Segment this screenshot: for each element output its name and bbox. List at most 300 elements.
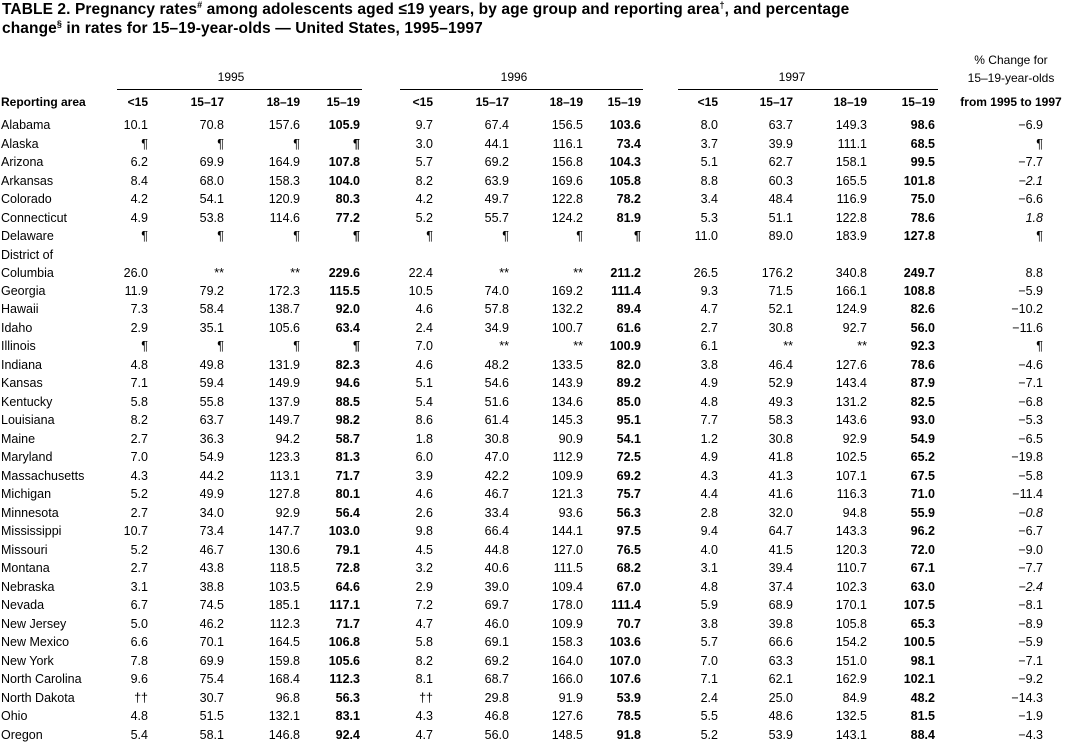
- cell-value: 115.5: [300, 282, 360, 301]
- cell-value: 3.2: [373, 559, 433, 578]
- table-row: [0, 689, 1082, 708]
- cell-value: 116.1: [523, 135, 583, 154]
- cell-value: 70.1: [164, 633, 224, 652]
- cell-pct-change: −5.9: [983, 282, 1043, 301]
- cell-value: 100.7: [523, 319, 583, 338]
- cell-value: 68.7: [449, 670, 509, 689]
- cell-value: 6.2: [88, 153, 148, 172]
- cell-pct-change: −7.7: [983, 559, 1043, 578]
- cell-value: 158.3: [523, 633, 583, 652]
- cell-value: 178.0: [523, 596, 583, 615]
- cell-value: 82.3: [300, 356, 360, 375]
- cell-value: 71.5: [733, 282, 793, 301]
- row-area-name: Georgia: [1, 282, 45, 301]
- table-row: [0, 209, 1082, 228]
- row-area-name: Oregon: [1, 726, 43, 744]
- cell-value: 70.7: [581, 615, 641, 634]
- cell-value: 4.3: [88, 467, 148, 486]
- cell-value: ¶: [240, 135, 300, 154]
- cell-value: 8.0: [658, 116, 718, 135]
- cell-value: 7.0: [658, 652, 718, 671]
- cell-value: 67.4: [449, 116, 509, 135]
- row-area-name: Kansas: [1, 374, 43, 393]
- cell-value: 134.6: [523, 393, 583, 412]
- cell-value: 144.1: [523, 522, 583, 541]
- cell-value: 3.4: [658, 190, 718, 209]
- cell-value: 54.6: [449, 374, 509, 393]
- cell-value: 47.0: [449, 448, 509, 467]
- cell-value: 92.3: [875, 337, 935, 356]
- cell-value: 5.0: [88, 615, 148, 634]
- cell-value: ¶: [449, 227, 509, 246]
- cell-value: 110.7: [807, 559, 867, 578]
- cell-value: 63.0: [875, 578, 935, 597]
- cell-value: 143.4: [807, 374, 867, 393]
- cell-value: 95.1: [581, 411, 641, 430]
- cell-value: 1.2: [658, 430, 718, 449]
- cell-value: 107.6: [581, 670, 641, 689]
- cell-value: 10.7: [88, 522, 148, 541]
- cell-pct-change: −5.3: [983, 411, 1043, 430]
- footnote-mark: †: [719, 0, 724, 10]
- cell-value: 2.7: [88, 559, 148, 578]
- cell-value: 40.6: [449, 559, 509, 578]
- cell-value: 78.6: [875, 209, 935, 228]
- cell-value: 4.0: [658, 541, 718, 560]
- cell-value: 127.0: [523, 541, 583, 560]
- cell-value: 55.9: [875, 504, 935, 523]
- cell-value: 60.3: [733, 172, 793, 191]
- row-area-name: New Jersey: [1, 615, 66, 634]
- cell-value: 46.7: [449, 485, 509, 504]
- header-pct-range: from 1995 to 1997: [940, 95, 1082, 109]
- table-row: [0, 190, 1082, 209]
- cell-value: 56.4: [300, 504, 360, 523]
- cell-value: 113.1: [240, 467, 300, 486]
- cell-value: 100.5: [875, 633, 935, 652]
- cell-pct-change: −0.8: [983, 504, 1043, 523]
- cell-value: 5.9: [658, 596, 718, 615]
- cell-value: 69.2: [449, 153, 509, 172]
- table-row: [0, 393, 1082, 412]
- cell-value: 4.6: [373, 356, 433, 375]
- row-area-name: Minnesota: [1, 504, 59, 523]
- cell-value: 87.9: [875, 374, 935, 393]
- cell-value: 105.9: [300, 116, 360, 135]
- cell-value: 88.4: [875, 726, 935, 744]
- cell-value: 159.8: [240, 652, 300, 671]
- row-area-name: Missouri: [1, 541, 48, 560]
- cell-value: 92.0: [300, 300, 360, 319]
- year-rule-1997: [678, 89, 938, 90]
- cell-value: 75.7: [581, 485, 641, 504]
- cell-value: 66.6: [733, 633, 793, 652]
- cell-value: **: [449, 264, 509, 283]
- cell-value: 78.5: [581, 707, 641, 726]
- cell-value: 7.8: [88, 652, 148, 671]
- cell-value: 55.8: [164, 393, 224, 412]
- cell-value: 249.7: [875, 264, 935, 283]
- cell-value: 38.8: [164, 578, 224, 597]
- cell-value: ¶: [300, 135, 360, 154]
- cell-value: 7.0: [88, 448, 148, 467]
- cell-value: 132.5: [807, 707, 867, 726]
- cell-value: 6.6: [88, 633, 148, 652]
- cell-value: 41.3: [733, 467, 793, 486]
- cell-value: 143.1: [807, 726, 867, 744]
- cell-value: 39.9: [733, 135, 793, 154]
- cell-value: 185.1: [240, 596, 300, 615]
- cell-value: 62.7: [733, 153, 793, 172]
- cell-value: 7.2: [373, 596, 433, 615]
- cell-value: 4.2: [88, 190, 148, 209]
- cell-value: 340.8: [807, 264, 867, 283]
- title-text: change: [2, 20, 57, 37]
- cell-value: 3.8: [658, 615, 718, 634]
- cell-value: 77.2: [300, 209, 360, 228]
- cell-value: 127.8: [240, 485, 300, 504]
- cell-value: 156.8: [523, 153, 583, 172]
- cell-value: 98.1: [875, 652, 935, 671]
- cell-value: 22.4: [373, 264, 433, 283]
- row-area-name: Delaware: [1, 227, 54, 246]
- cell-value: 143.9: [523, 374, 583, 393]
- cell-value: 145.3: [523, 411, 583, 430]
- cell-pct-change: −19.8: [983, 448, 1043, 467]
- cell-value: 75.0: [875, 190, 935, 209]
- row-area-name-cont: Columbia: [1, 264, 54, 283]
- title-text: among adolescents aged ≤19 years, by age group and reporting area: [202, 1, 719, 18]
- cell-value: 103.6: [581, 116, 641, 135]
- cell-value: 2.7: [88, 430, 148, 449]
- cell-value: 48.4: [733, 190, 793, 209]
- cell-value: 5.3: [658, 209, 718, 228]
- cell-value: 94.2: [240, 430, 300, 449]
- cell-value: 93.6: [523, 504, 583, 523]
- header-age-2: 18–19: [240, 95, 300, 109]
- cell-value: 105.6: [240, 319, 300, 338]
- row-area-name: Maryland: [1, 448, 52, 467]
- cell-value: 51.5: [164, 707, 224, 726]
- cell-value: 124.9: [807, 300, 867, 319]
- row-area-name: Maine: [1, 430, 35, 449]
- row-area-name: Indiana: [1, 356, 42, 375]
- cell-value: 41.5: [733, 541, 793, 560]
- footnote-mark: #: [197, 0, 202, 10]
- cell-value: 48.2: [875, 689, 935, 708]
- cell-value: 88.5: [300, 393, 360, 412]
- cell-value: 80.3: [300, 190, 360, 209]
- cell-value: 7.7: [658, 411, 718, 430]
- cell-value: 176.2: [733, 264, 793, 283]
- cell-value: 5.2: [373, 209, 433, 228]
- cell-value: 73.4: [581, 135, 641, 154]
- cell-value: **: [449, 337, 509, 356]
- cell-value: ¶: [88, 227, 148, 246]
- cell-value: 46.2: [164, 615, 224, 634]
- table-row: [0, 337, 1082, 356]
- cell-value: 149.9: [240, 374, 300, 393]
- cell-value: 229.6: [300, 264, 360, 283]
- cell-value: 137.9: [240, 393, 300, 412]
- cell-value: 4.6: [373, 485, 433, 504]
- cell-value: ¶: [300, 227, 360, 246]
- cell-value: 11.9: [88, 282, 148, 301]
- cell-value: 52.1: [733, 300, 793, 319]
- table-row: [0, 448, 1082, 467]
- cell-value: 11.0: [658, 227, 718, 246]
- header-age-0: <15: [88, 95, 148, 109]
- cell-value: ¶: [164, 135, 224, 154]
- header-age-0: <15: [373, 95, 433, 109]
- footnote-mark: §: [57, 19, 62, 29]
- cell-value: 158.3: [240, 172, 300, 191]
- cell-value: 68.0: [164, 172, 224, 191]
- year-rule-1996: [400, 89, 643, 90]
- cell-value: 63.9: [449, 172, 509, 191]
- row-area-name: Arkansas: [1, 172, 53, 191]
- table-row: [0, 246, 1082, 282]
- cell-value: 122.8: [523, 190, 583, 209]
- cell-value: 3.1: [658, 559, 718, 578]
- cell-value: 8.6: [373, 411, 433, 430]
- cell-value: 122.8: [807, 209, 867, 228]
- cell-value: 68.9: [733, 596, 793, 615]
- table-row: [0, 411, 1082, 430]
- cell-value: ¶: [373, 227, 433, 246]
- table-row: [0, 504, 1082, 523]
- cell-value: 53.8: [164, 209, 224, 228]
- cell-value: 5.1: [658, 153, 718, 172]
- cell-value: 69.2: [449, 652, 509, 671]
- cell-value: 132.2: [523, 300, 583, 319]
- cell-value: 4.9: [658, 448, 718, 467]
- cell-pct-change: ¶: [983, 337, 1043, 356]
- header-age-2: 18–19: [523, 95, 583, 109]
- cell-value: 120.3: [807, 541, 867, 560]
- cell-value: 68.2: [581, 559, 641, 578]
- cell-value: 63.7: [164, 411, 224, 430]
- row-area-name: Nebraska: [1, 578, 55, 597]
- cell-value: ¶: [88, 337, 148, 356]
- header-age-1: 15–17: [164, 95, 224, 109]
- cell-value: 4.3: [658, 467, 718, 486]
- cell-value: 2.7: [88, 504, 148, 523]
- cell-value: 108.8: [875, 282, 935, 301]
- row-area-name: District of: [1, 246, 53, 265]
- cell-value: 61.6: [581, 319, 641, 338]
- cell-value: 183.9: [807, 227, 867, 246]
- title-text: , and percentage: [725, 1, 850, 18]
- cell-value: 98.2: [300, 411, 360, 430]
- cell-value: 70.8: [164, 116, 224, 135]
- cell-value: 85.0: [581, 393, 641, 412]
- table-row: [0, 430, 1082, 449]
- cell-value: 165.5: [807, 172, 867, 191]
- cell-value: 8.4: [88, 172, 148, 191]
- table-row: [0, 172, 1082, 191]
- table-row: [0, 485, 1082, 504]
- cell-value: 4.8: [658, 578, 718, 597]
- cell-value: 56.3: [581, 504, 641, 523]
- cell-value: 111.5: [523, 559, 583, 578]
- year-rule-1995: [117, 89, 362, 90]
- table-row: [0, 522, 1082, 541]
- title-text: TABLE 2. Pregnancy rates: [2, 1, 197, 18]
- cell-value: 4.4: [658, 485, 718, 504]
- cell-value: 107.1: [807, 467, 867, 486]
- cell-value: 51.6: [449, 393, 509, 412]
- year-label-1997: 1997: [732, 70, 852, 84]
- cell-value: 10.5: [373, 282, 433, 301]
- cell-value: 131.9: [240, 356, 300, 375]
- cell-value: 2.6: [373, 504, 433, 523]
- table-row: [0, 356, 1082, 375]
- cell-value: 80.1: [300, 485, 360, 504]
- row-area-name: Mississippi: [1, 522, 61, 541]
- cell-value: 69.2: [581, 467, 641, 486]
- cell-pct-change: −1.9: [983, 707, 1043, 726]
- cell-value: 30.8: [733, 430, 793, 449]
- header-age-3: 15–19: [581, 95, 641, 109]
- table-row: [0, 319, 1082, 338]
- cell-value: 131.2: [807, 393, 867, 412]
- cell-value: 105.8: [807, 615, 867, 634]
- cell-value: 65.2: [875, 448, 935, 467]
- cell-value: 127.8: [875, 227, 935, 246]
- cell-value: 107.8: [300, 153, 360, 172]
- cell-value: **: [733, 337, 793, 356]
- cell-value: 49.7: [449, 190, 509, 209]
- cell-value: 56.3: [300, 689, 360, 708]
- row-area-name: Massachusetts: [1, 467, 84, 486]
- cell-value: 57.8: [449, 300, 509, 319]
- cell-value: 72.8: [300, 559, 360, 578]
- cell-pct-change: −5.8: [983, 467, 1043, 486]
- cell-value: 4.6: [373, 300, 433, 319]
- cell-pct-change: −9.2: [983, 670, 1043, 689]
- row-area-name: Arizona: [1, 153, 43, 172]
- cell-value: **: [807, 337, 867, 356]
- cell-value: 54.1: [164, 190, 224, 209]
- cell-value: 49.8: [164, 356, 224, 375]
- year-label-1996: 1996: [454, 70, 574, 84]
- cell-value: 48.2: [449, 356, 509, 375]
- cell-value: ¶: [240, 337, 300, 356]
- cell-value: 82.0: [581, 356, 641, 375]
- cell-value: 84.9: [807, 689, 867, 708]
- cell-value: 3.7: [658, 135, 718, 154]
- row-area-name: Kentucky: [1, 393, 52, 412]
- cell-pct-change: −7.1: [983, 652, 1043, 671]
- cell-value: 79.1: [300, 541, 360, 560]
- table-row: [0, 596, 1082, 615]
- cell-value: 4.7: [373, 615, 433, 634]
- cell-value: **: [240, 264, 300, 283]
- cell-value: 3.0: [373, 135, 433, 154]
- table-row: [0, 135, 1082, 154]
- cell-value: 52.9: [733, 374, 793, 393]
- cell-value: 30.7: [164, 689, 224, 708]
- cell-pct-change: −2.4: [983, 578, 1043, 597]
- table-row: [0, 467, 1082, 486]
- cell-value: 149.7: [240, 411, 300, 430]
- header-age-3: 15–19: [875, 95, 935, 109]
- row-area-name: Ohio: [1, 707, 27, 726]
- cell-pct-change: −14.3: [983, 689, 1043, 708]
- cell-value: 29.8: [449, 689, 509, 708]
- cell-pct-change: −10.2: [983, 300, 1043, 319]
- cell-value: 4.3: [373, 707, 433, 726]
- cell-value: 65.3: [875, 615, 935, 634]
- cell-value: 121.3: [523, 485, 583, 504]
- cell-value: 8.8: [658, 172, 718, 191]
- cell-value: 48.6: [733, 707, 793, 726]
- row-area-name: Louisiana: [1, 411, 55, 430]
- cell-value: 67.0: [581, 578, 641, 597]
- cell-value: 97.5: [581, 522, 641, 541]
- cell-value: 4.8: [658, 393, 718, 412]
- cell-value: 39.0: [449, 578, 509, 597]
- cell-value: 4.9: [658, 374, 718, 393]
- cell-value: 96.8: [240, 689, 300, 708]
- cell-value: 5.5: [658, 707, 718, 726]
- cell-value: 33.4: [449, 504, 509, 523]
- table-row: [0, 541, 1082, 560]
- cell-value: 63.3: [733, 652, 793, 671]
- cell-value: 4.2: [373, 190, 433, 209]
- cell-value: 62.1: [733, 670, 793, 689]
- row-area-name: Alabama: [1, 116, 50, 135]
- cell-value: 75.4: [164, 670, 224, 689]
- cell-value: 26.5: [658, 264, 718, 283]
- cell-value: 96.2: [875, 522, 935, 541]
- cell-value: ¶: [300, 337, 360, 356]
- cell-value: 9.4: [658, 522, 718, 541]
- cell-value: 101.8: [875, 172, 935, 191]
- cell-pct-change: −8.9: [983, 615, 1043, 634]
- cell-pct-change: −8.1: [983, 596, 1043, 615]
- cell-value: 34.9: [449, 319, 509, 338]
- cell-value: 56.0: [449, 726, 509, 744]
- cell-value: 63.4: [300, 319, 360, 338]
- table-row: [0, 652, 1082, 671]
- cell-value: 46.4: [733, 356, 793, 375]
- cell-value: 67.5: [875, 467, 935, 486]
- cell-value: 30.8: [449, 430, 509, 449]
- cell-value: 109.9: [523, 615, 583, 634]
- cell-value: 92.7: [807, 319, 867, 338]
- cell-value: 69.9: [164, 153, 224, 172]
- cell-value: 42.2: [449, 467, 509, 486]
- table-row: [0, 633, 1082, 652]
- row-area-name: Connecticut: [1, 209, 67, 228]
- table-title: [2, 0, 1082, 38]
- cell-value: 149.3: [807, 116, 867, 135]
- cell-value: 5.4: [88, 726, 148, 744]
- table-row: [0, 670, 1082, 689]
- cell-value: 130.6: [240, 541, 300, 560]
- cell-pct-change: −6.9: [983, 116, 1043, 135]
- cell-value: 143.6: [807, 411, 867, 430]
- cell-value: 94.8: [807, 504, 867, 523]
- cell-value: 69.7: [449, 596, 509, 615]
- cell-value: 154.2: [807, 633, 867, 652]
- cell-value: 49.3: [733, 393, 793, 412]
- cell-value: 63.7: [733, 116, 793, 135]
- cell-value: 116.9: [807, 190, 867, 209]
- table-row: [0, 300, 1082, 319]
